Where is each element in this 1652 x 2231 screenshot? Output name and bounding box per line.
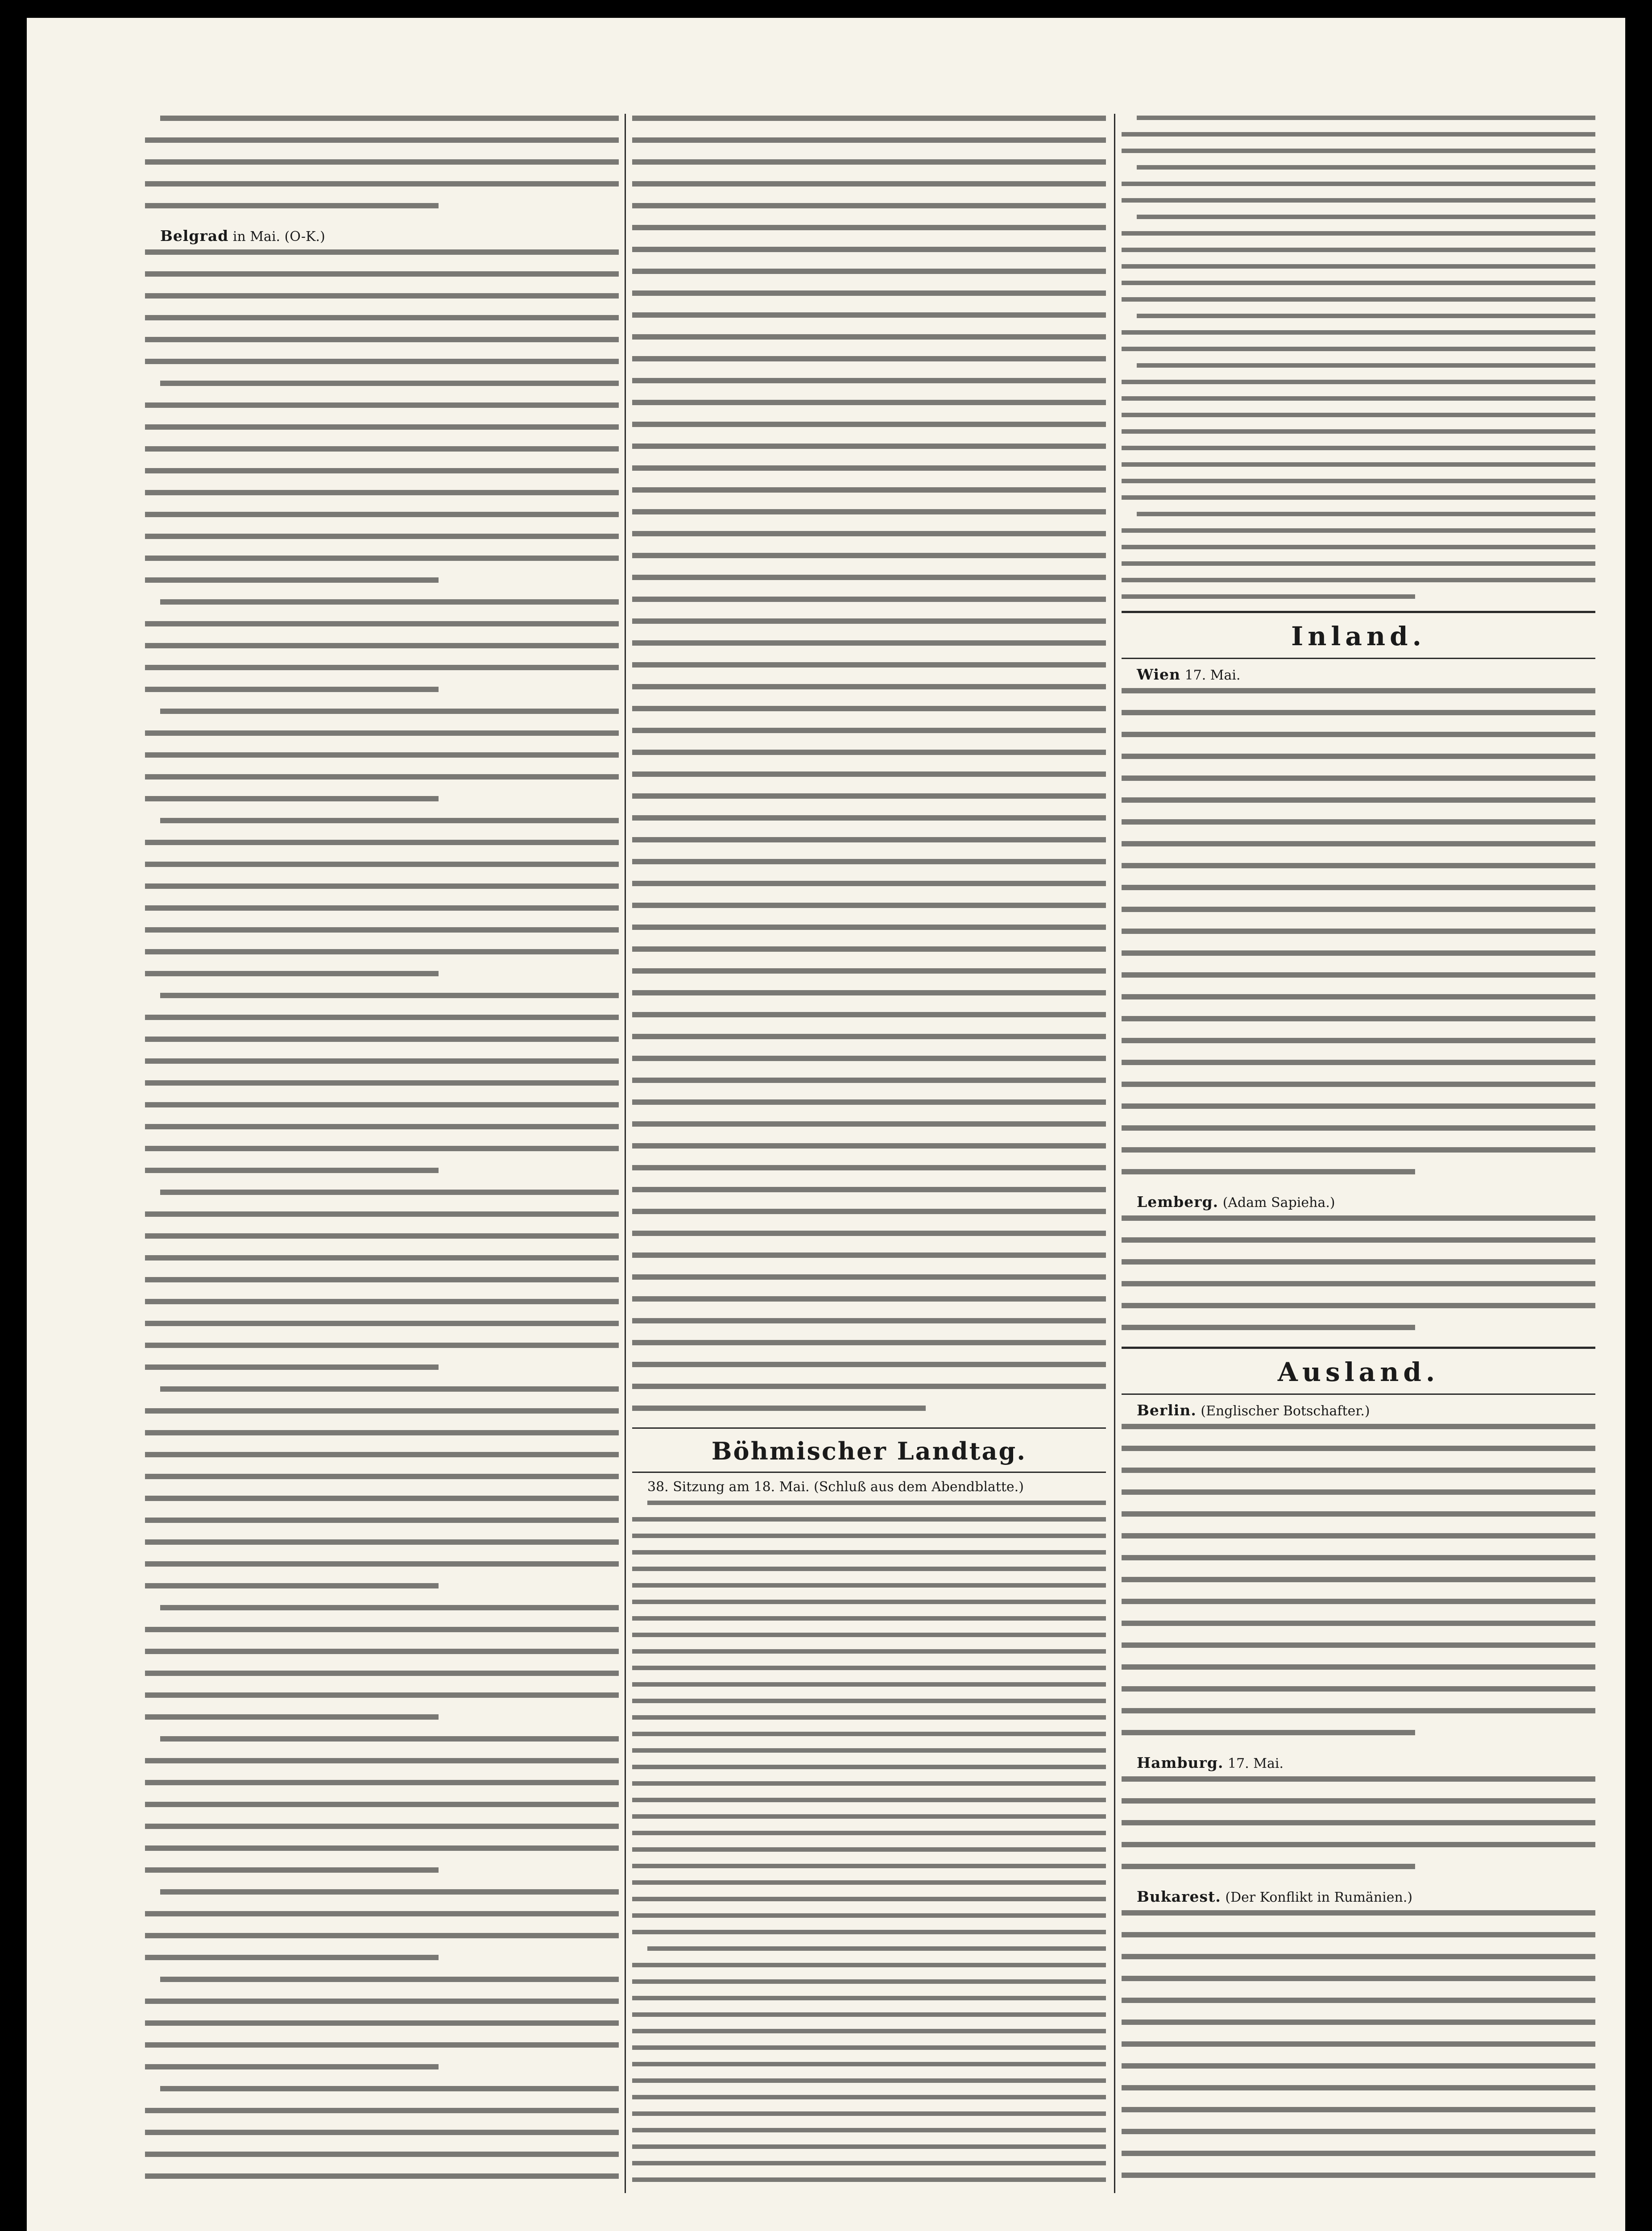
inland-heading: Inland. — [1291, 621, 1426, 651]
hamburg-dateline: Hamburg. 17. Mai. — [1137, 1754, 1284, 1771]
newspaper-page — [27, 18, 1625, 2231]
session-line: 38. Sitzung am 18. Mai. (Schluß aus dem Abendblatte.) — [647, 1479, 1024, 1495]
section-rule — [1122, 658, 1595, 659]
wien-dateline: Wien 17. Mai. — [1137, 666, 1241, 683]
section-rule — [1122, 1347, 1595, 1349]
berlin-dateline: Berlin. (Englischer Botschafter.) — [1137, 1402, 1370, 1419]
berlin-article-paragraph — [1122, 1422, 1595, 1735]
lemberg-dateline: Lemberg. (Adam Sapieha.) — [1137, 1193, 1335, 1211]
belgrad-dateline: Belgrad in Mai. (O-K.) — [160, 227, 325, 245]
lemberg-article-paragraph — [1122, 1214, 1595, 1330]
belgrad-article-paragraph — [145, 248, 619, 2193]
section-rule — [632, 1472, 1106, 1473]
article-continuation-paragraph — [145, 114, 619, 208]
landtag-report-continuation — [1122, 114, 1595, 599]
section-rule — [1122, 611, 1595, 613]
paris-article-continuation — [632, 114, 1106, 1411]
hamburg-article-paragraph — [1122, 1775, 1595, 1869]
ausland-heading: Ausland. — [1277, 1357, 1440, 1387]
bukarest-dateline: Bukarest. (Der Konflikt in Rumänien.) — [1137, 1888, 1413, 1905]
wien-article-paragraph — [1122, 686, 1595, 1174]
boehmischer-landtag-heading: Böhmischer Landtag. — [711, 1437, 1027, 1465]
bukarest-article-paragraph — [1122, 1908, 1595, 2193]
column-2 — [632, 114, 1106, 2193]
column-divider — [625, 114, 626, 2193]
column-1 — [145, 114, 619, 2193]
column-divider — [1114, 114, 1115, 2193]
section-rule — [632, 1427, 1106, 1429]
column-3 — [1122, 114, 1595, 2193]
section-rule — [1122, 1393, 1595, 1395]
landtag-report-paragraph — [632, 1499, 1106, 2193]
